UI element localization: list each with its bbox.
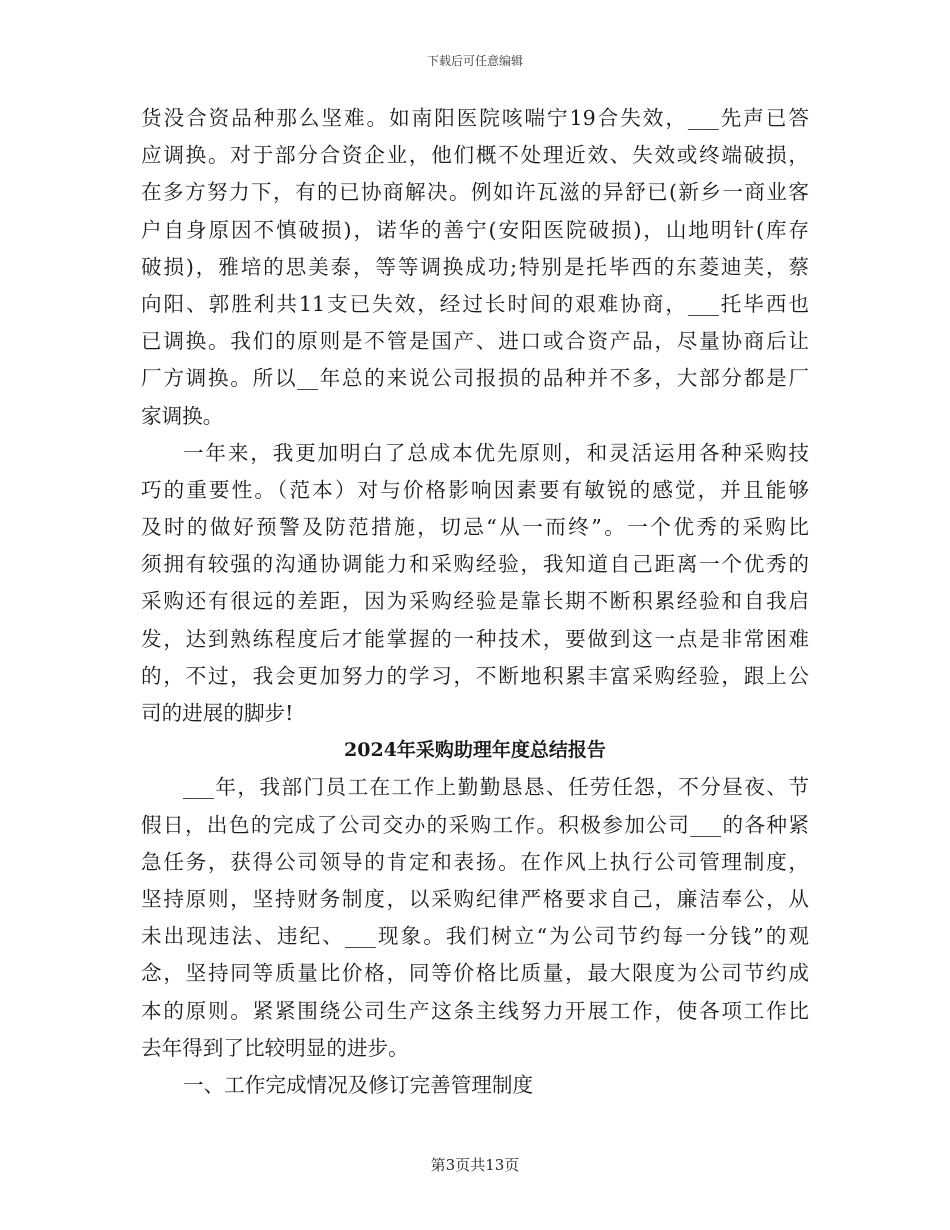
paragraph-2 (141, 435, 809, 733)
paragraph-line: 须拥有较强的沟通协调能力和采购经验，我知道自己距离一个优秀的 (141, 552, 809, 577)
paragraph-line: 的，不过，我会更加努力的学习，不断地积累丰富采购经验，跟上公 (141, 663, 809, 688)
paragraph-line: 去年得到了比较明显的进步。 (141, 1035, 409, 1060)
paragraph-line: 向阳、郭胜利共11支已失效，经过长时间的艰难协商，___托毕西也 (141, 291, 809, 316)
paragraph-line: 应调换。对于部分合资企业，他们概不处理近效、失效或终端破损， (141, 143, 809, 168)
section-title: 2024年采购助理年度总结报告 (344, 739, 606, 762)
paragraph-1 (141, 100, 809, 435)
paragraph-line: 本的原则。紧紧围绕公司生产这条主线努力开展工作，使各项工作比 (141, 998, 809, 1023)
paragraph-line: 一年来，我更加明白了总成本优先原则，和灵活运用各种采购技 (183, 440, 809, 465)
paragraph-line: 及时的做好预警及防范措施，切忌“从一而终”。一个优秀的采购比 (141, 515, 809, 540)
paragraph-line: 假日，出色的完成了公司交办的采购工作。积极参加公司___的各种紧 (141, 812, 809, 837)
paragraph-line: ___年，我部门员工在工作上勤勤恳恳、任劳任怨，不分昼夜、节 (183, 775, 809, 800)
paragraph-line: 司的进展的脚步! (141, 701, 294, 725)
subheading: 一、工作完成情况及修订完善管理制度 (183, 1072, 534, 1097)
paragraph-line: 巧的重要性。（范本）对与价格影响因素要有敏锐的感觉，并且能够 (141, 477, 809, 502)
paragraph-line: 家调换。 (141, 403, 224, 428)
paragraph-line: 货没合资品种那么坚难。如南阳医院咳喘宁19合失效，___先声已答 (141, 106, 809, 130)
document-body (141, 100, 809, 1104)
paragraph-3 (141, 769, 809, 1067)
paragraph-line: 坚持原则，坚持财务制度，以采购纪律严格要求自己，廉洁奉公，从 (141, 886, 809, 911)
page-header: 下载后可任意编辑 (426, 54, 523, 68)
paragraph-line: 已调换。我们的原则是不管是国产、进口或合资产品，尽量协商后让 (141, 329, 809, 354)
paragraph-line: 采购还有很远的差距，因为采购经验是靠长期不断积累经验和自我启 (141, 589, 809, 614)
paragraph-line: 破损)，雅培的思美泰，等等调换成功;特别是托毕西的东菱迪芙，蔡 (141, 254, 809, 279)
paragraph-line: 念，坚持同等质量比价格，同等价格比质量，最大限度为公司节约成 (141, 961, 809, 986)
paragraph-line: 发，达到熟练程度后才能掌握的一种技术，要做到这一点是非常困难 (141, 626, 809, 651)
paragraph-line: 户自身原因不慎破损)，诺华的善宁(安阳医院破损)，山地明针(库存 (141, 217, 809, 242)
paragraph-line: 在多方努力下，有的已协商解决。例如许瓦滋的异舒已(新乡一商业客 (141, 180, 809, 205)
paragraph-line: 厂方调换。所以__年总的来说公司报损的品种并不多，大部分都是厂 (141, 366, 809, 391)
paragraph-line: 未出现违法、违纪、___现象。我们树立“为公司节约每一分钱”的观 (141, 924, 809, 949)
page-footer: 第3页共13页 (430, 1156, 520, 1174)
paragraph-line: 急任务，获得公司领导的肯定和表扬。在作风上执行公司管理制度， (141, 849, 809, 874)
